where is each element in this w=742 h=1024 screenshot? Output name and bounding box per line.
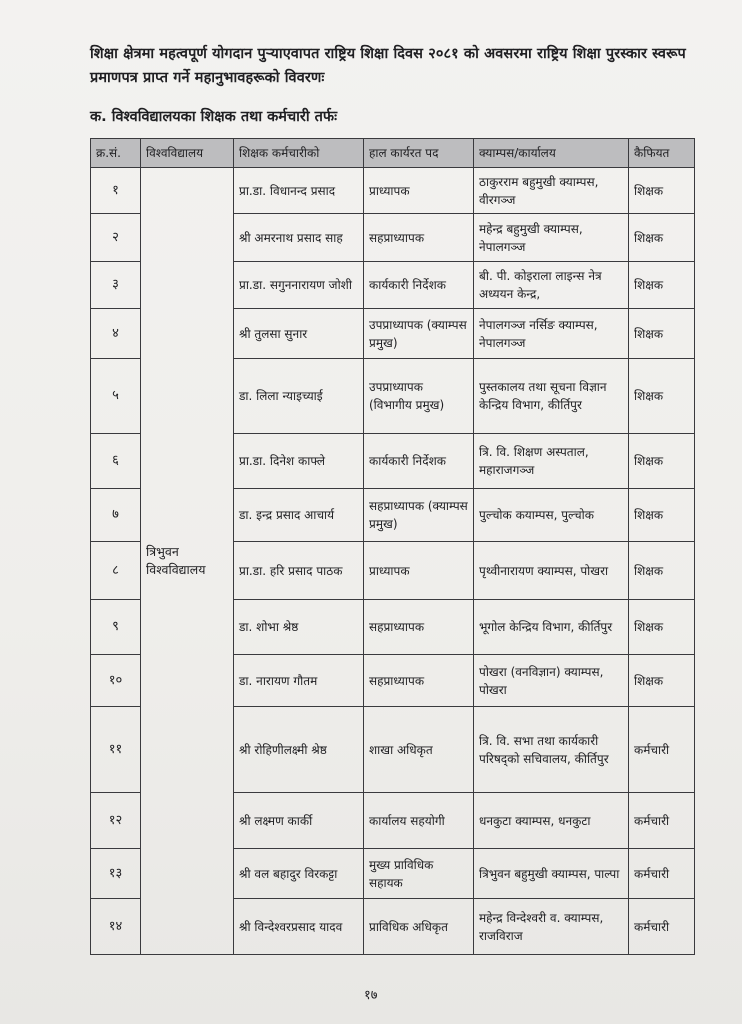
row-remarks: शिक्षक bbox=[629, 309, 695, 359]
row-sn: ४ bbox=[91, 309, 141, 359]
row-name: श्री तुलसा सुनार bbox=[234, 309, 364, 359]
row-sn: ६ bbox=[91, 434, 141, 489]
row-remarks: शिक्षक bbox=[629, 655, 695, 707]
row-sn: २ bbox=[91, 214, 141, 262]
row-sn: ११ bbox=[91, 707, 141, 793]
row-sn: १२ bbox=[91, 793, 141, 849]
row-remarks: कर्मचारी bbox=[629, 793, 695, 849]
row-sn: ३ bbox=[91, 262, 141, 309]
section-subheading: क. विश्वविद्यालयका शिक्षक तथा कर्मचारी तर्फः bbox=[90, 109, 338, 125]
row-sn: ७ bbox=[91, 489, 141, 542]
row-campus: पुल्चोक कयाम्पस, पुल्चोक bbox=[474, 489, 629, 542]
row-sn: ८ bbox=[91, 542, 141, 600]
row-position: उपप्राध्यापक (क्याम्पस प्रमुख) bbox=[364, 309, 474, 359]
row-name: प्रा.डा. हरि प्रसाद पाठक bbox=[234, 542, 364, 600]
row-remarks: शिक्षक bbox=[629, 434, 695, 489]
row-remarks: शिक्षक bbox=[629, 168, 695, 214]
row-campus: धनकुटा क्याम्पस, धनकुटा bbox=[474, 793, 629, 849]
row-name: श्री रोहिणीलक्ष्मी श्रेष्ठ bbox=[234, 707, 364, 793]
row-campus: त्रि. वि. सभा तथा कार्यकारी परिषद्को सचिवालय, कीर्तिपुर bbox=[474, 707, 629, 793]
row-campus: ठाकुरराम बहुमुखी क्याम्पस, वीरगञ्ज bbox=[474, 168, 629, 214]
row-name: डा. लिला न्याइच्याई bbox=[234, 359, 364, 434]
table-row bbox=[91, 168, 695, 214]
row-name: डा. नारायण गौतम bbox=[234, 655, 364, 707]
page-number: १७ bbox=[364, 988, 378, 1003]
row-campus: पृथ्वीनारायण क्याम्पस, पोखरा bbox=[474, 542, 629, 600]
row-position: सहप्राध्यापक (क्याम्पस प्रमुख) bbox=[364, 489, 474, 542]
row-position: प्राविधिक अधिकृत bbox=[364, 899, 474, 955]
row-campus: महेन्द्र बहुमुखी क्याम्पस, नेपालगञ्ज bbox=[474, 214, 629, 262]
row-campus: पुस्तकालय तथा सूचना विज्ञान केन्द्रिय विभाग, कीर्तिपुर bbox=[474, 359, 629, 434]
row-position: मुख्य प्राविधिक सहायक bbox=[364, 849, 474, 899]
row-position: शाखा अधिकृत bbox=[364, 707, 474, 793]
row-campus: नेपालगञ्ज नर्सिङ क्याम्पस, नेपालगञ्ज bbox=[474, 309, 629, 359]
header-name: शिक्षक कर्मचारीको bbox=[234, 139, 364, 168]
row-position: प्राध्यापक bbox=[364, 168, 474, 214]
row-remarks: शिक्षक bbox=[629, 489, 695, 542]
row-name: श्री अमरनाथ प्रसाद साह bbox=[234, 214, 364, 262]
row-position: सहप्राध्यापक bbox=[364, 600, 474, 655]
row-remarks: कर्मचारी bbox=[629, 849, 695, 899]
row-position: सहप्राध्यापक bbox=[364, 214, 474, 262]
row-sn: १३ bbox=[91, 849, 141, 899]
row-position: प्राध्यापक bbox=[364, 542, 474, 600]
row-campus: भूगोल केन्द्रिय विभाग, कीर्तिपुर bbox=[474, 600, 629, 655]
row-sn: १४ bbox=[91, 899, 141, 955]
row-sn: ५ bbox=[91, 359, 141, 434]
row-position: उपप्राध्यापक (विभागीय प्रमुख) bbox=[364, 359, 474, 434]
awardees-table bbox=[90, 138, 695, 955]
row-name: प्रा.डा. दिनेश काफ्ले bbox=[234, 434, 364, 489]
row-remarks: कर्मचारी bbox=[629, 707, 695, 793]
header-campus: क्याम्पस/कार्यालय bbox=[474, 139, 629, 168]
row-position: सहप्राध्यापक bbox=[364, 655, 474, 707]
row-remarks: शिक्षक bbox=[629, 262, 695, 309]
row-position: कार्यालय सहयोगी bbox=[364, 793, 474, 849]
row-name: प्रा.डा. सगुननारायण जोशी bbox=[234, 262, 364, 309]
row-campus: पोखरा (वनविज्ञान) क्याम्पस, पोखरा bbox=[474, 655, 629, 707]
university-cell: त्रिभुवन विश्वविद्यालय bbox=[141, 168, 234, 955]
header-university: विश्वविद्यालय bbox=[141, 139, 234, 168]
row-name: डा. इन्द्र प्रसाद आचार्य bbox=[234, 489, 364, 542]
row-campus: त्रि. वि. शिक्षण अस्पताल, महाराजगञ्ज bbox=[474, 434, 629, 489]
row-name: डा. शोभा श्रेष्ठ bbox=[234, 600, 364, 655]
row-sn: ९ bbox=[91, 600, 141, 655]
row-position: कार्यकारी निर्देशक bbox=[364, 262, 474, 309]
header-remarks: कैफियत bbox=[629, 139, 695, 168]
row-campus: बी. पी. कोइराला लाइन्स नेत्र अध्ययन केन्द्र, bbox=[474, 262, 629, 309]
row-remarks: शिक्षक bbox=[629, 214, 695, 262]
header-position: हाल कार्यरत पद bbox=[364, 139, 474, 168]
row-campus: महेन्द्र विन्देश्वरी व. क्याम्पस, राजविराज bbox=[474, 899, 629, 955]
row-name: श्री लक्ष्मण कार्की bbox=[234, 793, 364, 849]
row-remarks: कर्मचारी bbox=[629, 899, 695, 955]
table-header-row bbox=[91, 139, 695, 168]
document-heading: शिक्षा क्षेत्रमा महत्वपूर्ण योगदान पुऱ्याएवापत राष्ट्रिय शिक्षा दिवस २०८१ को अवसरमा राष्ट्रिय शिक्षा पुरस्कार स्वरूप प्रमाणपत्र प्राप्त गर्ने महानुभावहरूको विवरणः bbox=[90, 46, 686, 86]
row-remarks: शिक्षक bbox=[629, 359, 695, 434]
row-remarks: शिक्षक bbox=[629, 600, 695, 655]
row-name: श्री वल बहादुर विरकट्टा bbox=[234, 849, 364, 899]
row-remarks: शिक्षक bbox=[629, 542, 695, 600]
header-sn: क्र.सं. bbox=[91, 139, 141, 168]
row-sn: १ bbox=[91, 168, 141, 214]
row-sn: १० bbox=[91, 655, 141, 707]
row-name: प्रा.डा. विधानन्द प्रसाद bbox=[234, 168, 364, 214]
row-position: कार्यकारी निर्देशक bbox=[364, 434, 474, 489]
row-campus: त्रिभुवन बहुमुखी क्याम्पस, पाल्पा bbox=[474, 849, 629, 899]
row-name: श्री विन्देश्वरप्रसाद यादव bbox=[234, 899, 364, 955]
